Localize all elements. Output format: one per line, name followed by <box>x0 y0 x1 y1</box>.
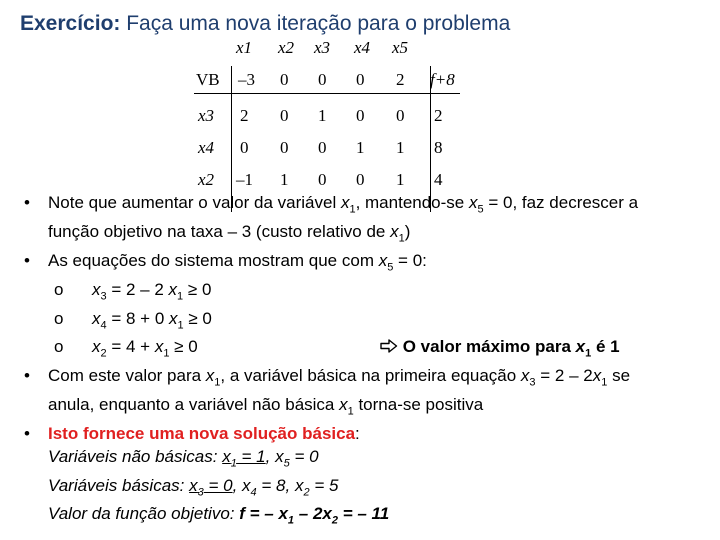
tableau-cell: 0 <box>396 106 405 125</box>
tableau-cell: 8 <box>434 138 443 157</box>
tableau-cell: 2 <box>396 70 405 89</box>
tableau-cell: 1 <box>396 170 405 189</box>
header-var-x1: x1 <box>236 38 253 57</box>
tableau-cell: 0 <box>356 170 365 189</box>
tableau-basis-label: x3 <box>198 106 215 125</box>
conclusion: O valor máximo para $x_1$ é 1 <box>380 336 620 365</box>
tableau-cell: 0 <box>318 70 327 89</box>
tableau-cell: 1 <box>280 170 289 189</box>
tableau-cell: 0 <box>318 170 327 189</box>
bullet-1: • Note que aumentar o valor da variável $x_1$, mantendo-se $x_5 = 0$, faz decrescer a função objetivo na taxa – 3 (custo relativo de $x_1$) <box>24 192 704 250</box>
equation-1: o $x_3 = 2 - 2$ $x_1 \ge 0$ <box>54 279 212 303</box>
header-var-x4: x4 <box>354 38 371 57</box>
tableau-cell: –3 <box>238 70 255 89</box>
title-prefix: Exercício: <box>20 12 121 35</box>
objective-value: Valor da função objetivo: f = – $x_1 - 2x_2$ = – 11 <box>48 504 390 527</box>
tableau-cell: 0 <box>356 106 365 125</box>
bullet-2: • As equações do sistema mostram que com $x_5 = 0$: <box>24 250 704 279</box>
tableau-cell: 0 <box>356 70 365 89</box>
tableau-cell-objective: f+8 <box>430 70 455 89</box>
tableau-vertical-line <box>231 66 232 212</box>
nonbasic-variables: Variáveis não básicas: $x_1 = 1$, $x_5 = 0$ <box>48 446 319 470</box>
tableau-basis-label: x2 <box>198 170 215 189</box>
tableau-cell: 2 <box>434 106 443 125</box>
title-text: Faça uma nova iteração para o problema <box>120 12 511 35</box>
slide-body <box>24 192 704 532</box>
tableau-basis-label: x4 <box>198 138 215 157</box>
tableau-horizontal-line <box>194 93 460 94</box>
equation-2: o $x_4 = 8 + 0$ $x_1 \ge 0$ <box>54 308 212 331</box>
tableau-cell: 1 <box>396 138 405 157</box>
bullet-3: • Com este valor para $x_1$, a variável básica na primeira equação $x_3 = 2 - 2x_1$ se anula, enquanto a variável não básica $x_1$ torna-se positiva <box>24 365 704 423</box>
arrow-right-icon <box>380 339 398 353</box>
header-var-x5: x5 <box>392 38 409 57</box>
slide-title <box>20 12 510 36</box>
tableau-cell: 0 <box>280 138 289 157</box>
tableau-cell: 1 <box>356 138 365 157</box>
tableau-cell: 0 <box>318 138 327 157</box>
header-var-x2: x2 <box>278 38 295 57</box>
bullet-4: • Isto fornece uma nova solução básica: <box>24 423 704 446</box>
tableau-cell: 1 <box>318 106 327 125</box>
tableau-cell: –1 <box>236 170 253 189</box>
tableau-cell: 4 <box>434 170 443 189</box>
equation-3: o $x_2 = 4 + x_1 \ge 0$ O valor máximo para $x_1$ é 1 <box>24 336 704 365</box>
tableau-cell: 0 <box>280 70 289 89</box>
tableau-vb-label: VB <box>196 70 220 89</box>
tableau-cell: 0 <box>240 138 249 157</box>
basic-variables: Variáveis básicas: $x_3 = 0$, $x_4 = 8$, $x_2 = 5$ <box>48 475 339 498</box>
tableau-cell: 2 <box>240 106 249 125</box>
tableau-cell: 0 <box>280 106 289 125</box>
header-var-x3: x3 <box>314 38 331 57</box>
